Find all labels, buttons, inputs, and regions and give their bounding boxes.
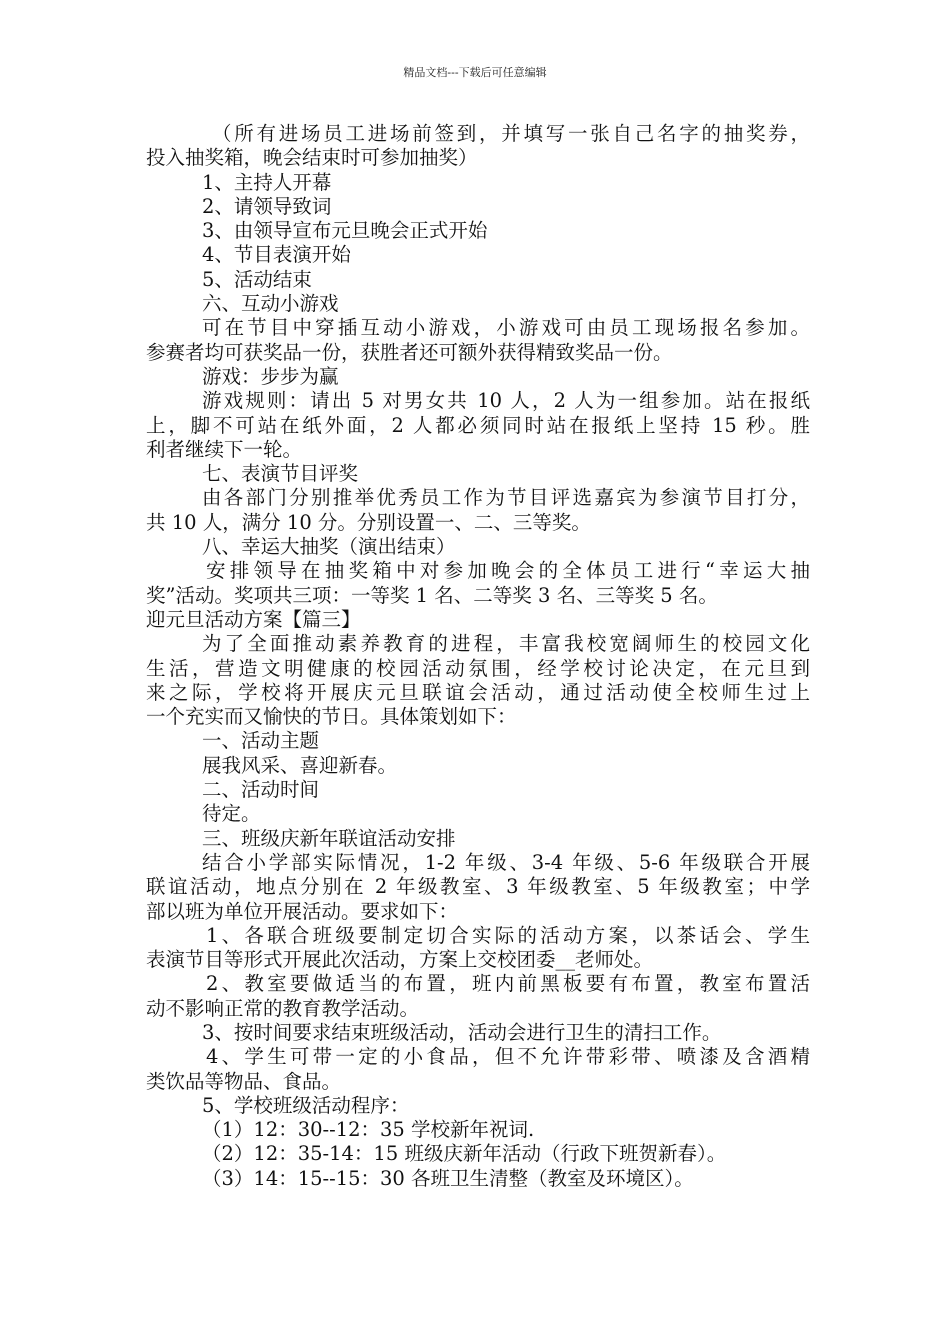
text-line: 投入抽奖箱，晚会结束时可参加抽奖） [146,146,478,170]
text-line: 七、表演节目评奖 [202,462,359,486]
text-line: 由各部门分别推举优秀员工作为节目评选嘉宾为参演节目打分， [202,486,810,510]
text-line: 2、教室要做适当的布置，班内前黑板要有布置，教室布置活 [206,972,810,996]
text-line: 生活，营造文明健康的校园活动氛围，经学校讨论决定，在元旦到 [146,656,810,680]
text-line: 二、活动时间 [202,778,320,802]
text-line: 结合小学部实际情况，1-2 年级、3-4 年级、5-6 年级联合开展 [202,850,810,874]
text-line: 共 10 人，满分 10 分。分别设置一、二、三等奖。 [146,510,591,534]
text-line: （3）14：15--15：30 各班卫生清整（教室及环境区）。 [202,1166,694,1190]
text-line: 来之际，学校将开展庆元旦联谊会活动，通过活动使全校师生过上 [146,680,810,704]
text-line: 4、节目表演开始 [202,243,351,267]
text-line: （2）12：35-14：15 班级庆新年活动（行政下班贺新春）。 [202,1142,727,1166]
page-header: 精品文档---下载后可任意编辑 [403,66,547,79]
text-line: 表演节目等形式开展此次活动，方案上交校团委__老师处。 [146,948,654,972]
text-line: 部以班为单位开展活动。要求如下： [146,899,459,923]
text-line: 一个充实而又愉快的节日。具体策划如下： [146,705,517,729]
text-line: 5、活动结束 [202,267,312,291]
text-line: 4、学生可带一定的小食品，但不允许带彩带、喷漆及含酒精 [206,1045,810,1069]
text-line: 类饮品等物品、食品。 [146,1069,342,1093]
text-line: 联谊活动，地点分别在 2 年级教室、3 年级教室、5 年级教室；中学 [146,875,810,899]
text-line: 游戏规则：请出 5 对男女共 10 人，2 人为一组参加。站在报纸 [202,389,810,413]
text-line: 一、活动主题 [202,729,320,753]
text-line: 展我风采、喜迎新春。 [202,753,398,777]
text-line: 待定。 [202,802,261,826]
text-line: 八、幸运大抽奖（演出结束） [202,535,456,559]
text-line: 迎元旦活动方案【篇三】 [146,607,361,631]
text-line: 动不影响正常的教育教学活动。 [146,996,420,1020]
text-line: （所有进场员工进场前签到，并填写一张自己名字的抽奖券， [212,122,810,145]
text-line: 2、请领导致词 [202,194,332,218]
document-body [146,122,810,1191]
text-line: （1）12：30--12：35 学校新年祝词. [202,1118,535,1142]
text-line: 三、班级庆新年联谊活动安排 [202,826,456,850]
text-line: 1、主持人开幕 [202,170,332,194]
text-line: 3、按时间要求结束班级活动，活动会进行卫生的清扫工作。 [202,1020,722,1044]
text-line: 为了全面推动素养教育的进程，丰富我校宽阔师生的校园文化 [202,632,810,656]
text-line: 可在节目中穿插互动小游戏，小游戏可由员工现场报名参加。 [202,316,810,340]
text-line: 参赛者均可获奖品一份，获胜者还可额外获得精致奖品一份。 [146,340,673,364]
text-line: 1、各联合班级要制定切合实际的活动方案，以茶话会、学生 [206,923,810,947]
text-line: 5、学校班级活动程序： [202,1093,410,1117]
text-line: 六、互动小游戏 [202,292,339,316]
text-line: 安排领导在抽奖箱中对参加晚会的全体员工进行“幸运大抽 [206,559,810,583]
text-line: 利者继续下一轮。 [146,437,303,461]
text-line: 奖”活动。奖项共三项：一等奖 1 名、二等奖 3 名、三等奖 5 名。 [146,583,718,607]
text-line: 上，脚不可站在纸外面，2 人都必须同时站在报纸上坚持 15 秒。胜 [146,413,810,437]
text-line: 3、由领导宣布元旦晚会正式开始 [202,219,488,243]
text-line: 游戏：步步为赢 [202,364,339,388]
